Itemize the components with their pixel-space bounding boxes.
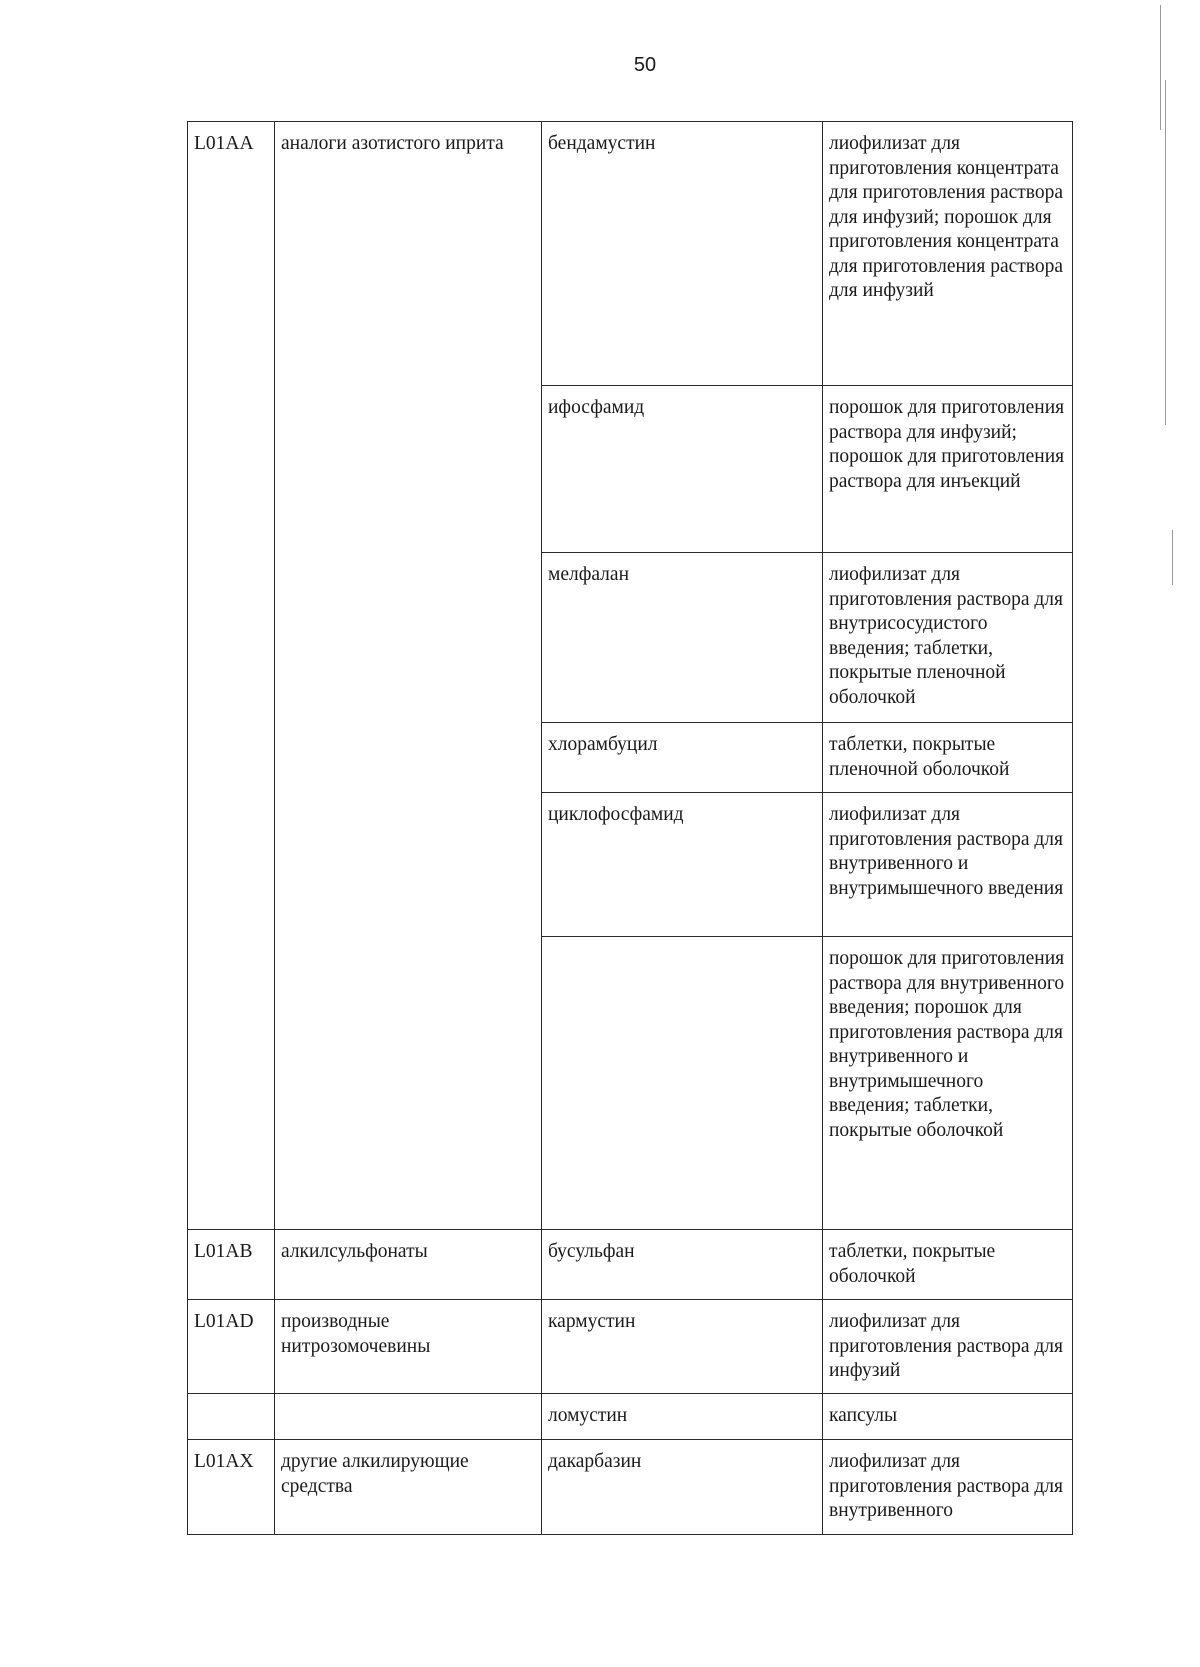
scan-edge-line xyxy=(1172,530,1173,585)
group-cell: другие алкилирующие средства xyxy=(275,1440,542,1535)
drug-name-cell: бендамустин xyxy=(542,122,823,386)
atc-code-cell: L01AX xyxy=(188,1440,275,1535)
atc-code-cell: L01AA xyxy=(188,122,275,386)
drug-table xyxy=(187,121,1073,1535)
table-row xyxy=(188,1300,1073,1394)
atc-code-cell: L01AD xyxy=(188,1300,275,1394)
group-cell xyxy=(275,793,542,937)
drug-name-cell: циклофосфамид xyxy=(542,793,823,937)
table-row xyxy=(188,1440,1073,1535)
atc-code-cell: L01AB xyxy=(188,1230,275,1300)
group-cell: аналоги азотистого иприта xyxy=(275,122,542,386)
dosage-form-cell: таблетки, покрытые пленочной оболочкой xyxy=(823,723,1073,793)
table-row xyxy=(188,1394,1073,1440)
table-row xyxy=(188,937,1073,1230)
table-row xyxy=(188,553,1073,723)
drug-name-cell: ломустин xyxy=(542,1394,823,1440)
dosage-form-cell: порошок для приготовления раствора для внутривенного введения; порошок для приготовления раствора для внутривенного и внутримышечного введения; таблетки, покрытые оболочкой xyxy=(823,937,1073,1230)
table-row xyxy=(188,1230,1073,1300)
group-cell xyxy=(275,386,542,553)
drug-name-cell: хлорамбуцил xyxy=(542,723,823,793)
group-cell xyxy=(275,723,542,793)
dosage-form-cell: лиофилизат для приготовления раствора для инфузий xyxy=(823,1300,1073,1394)
page-number: 50 xyxy=(633,54,657,76)
group-cell: производные нитрозомочевины xyxy=(275,1300,542,1394)
dosage-form-cell: лиофилизат для приготовления концентрата для приготовления раствора для инфузий; порошок для приготовления концентрата для приготовления раствора для инфузий xyxy=(823,122,1073,386)
table-row xyxy=(188,122,1073,386)
drug-name-cell: дакарбазин xyxy=(542,1440,823,1535)
group-cell xyxy=(275,553,542,723)
dosage-form-cell: таблетки, покрытые оболочкой xyxy=(823,1230,1073,1300)
table-row xyxy=(188,386,1073,553)
group-cell: алкилсульфонаты xyxy=(275,1230,542,1300)
atc-code-cell xyxy=(188,553,275,723)
dosage-form-cell: капсулы xyxy=(823,1394,1073,1440)
table-row xyxy=(188,793,1073,937)
dosage-form-cell: лиофилизат для приготовления раствора для внутривенного и внутримышечного введения xyxy=(823,793,1073,937)
scan-edge-line xyxy=(1160,5,1161,130)
atc-code-cell xyxy=(188,386,275,553)
dosage-form-cell: лиофилизат для приготовления раствора для внутрисосудистого введения; таблетки, покрытые пленочной оболочкой xyxy=(823,553,1073,723)
dosage-form-cell: лиофилизат для приготовления раствора для внутривенного xyxy=(823,1440,1073,1535)
drug-name-cell: кармустин xyxy=(542,1300,823,1394)
drug-name-cell xyxy=(542,937,823,1230)
atc-code-cell xyxy=(188,723,275,793)
table-row xyxy=(188,723,1073,793)
scan-edge-line xyxy=(1165,80,1166,425)
atc-code-cell xyxy=(188,937,275,1230)
group-cell xyxy=(275,937,542,1230)
drug-name-cell: ифосфамид xyxy=(542,386,823,553)
drug-name-cell: бусульфан xyxy=(542,1230,823,1300)
drug-name-cell: мелфалан xyxy=(542,553,823,723)
atc-code-cell xyxy=(188,1394,275,1440)
dosage-form-cell: порошок для приготовления раствора для инфузий; порошок для приготовления раствора для инъекций xyxy=(823,386,1073,553)
atc-code-cell xyxy=(188,793,275,937)
group-cell xyxy=(275,1394,542,1440)
